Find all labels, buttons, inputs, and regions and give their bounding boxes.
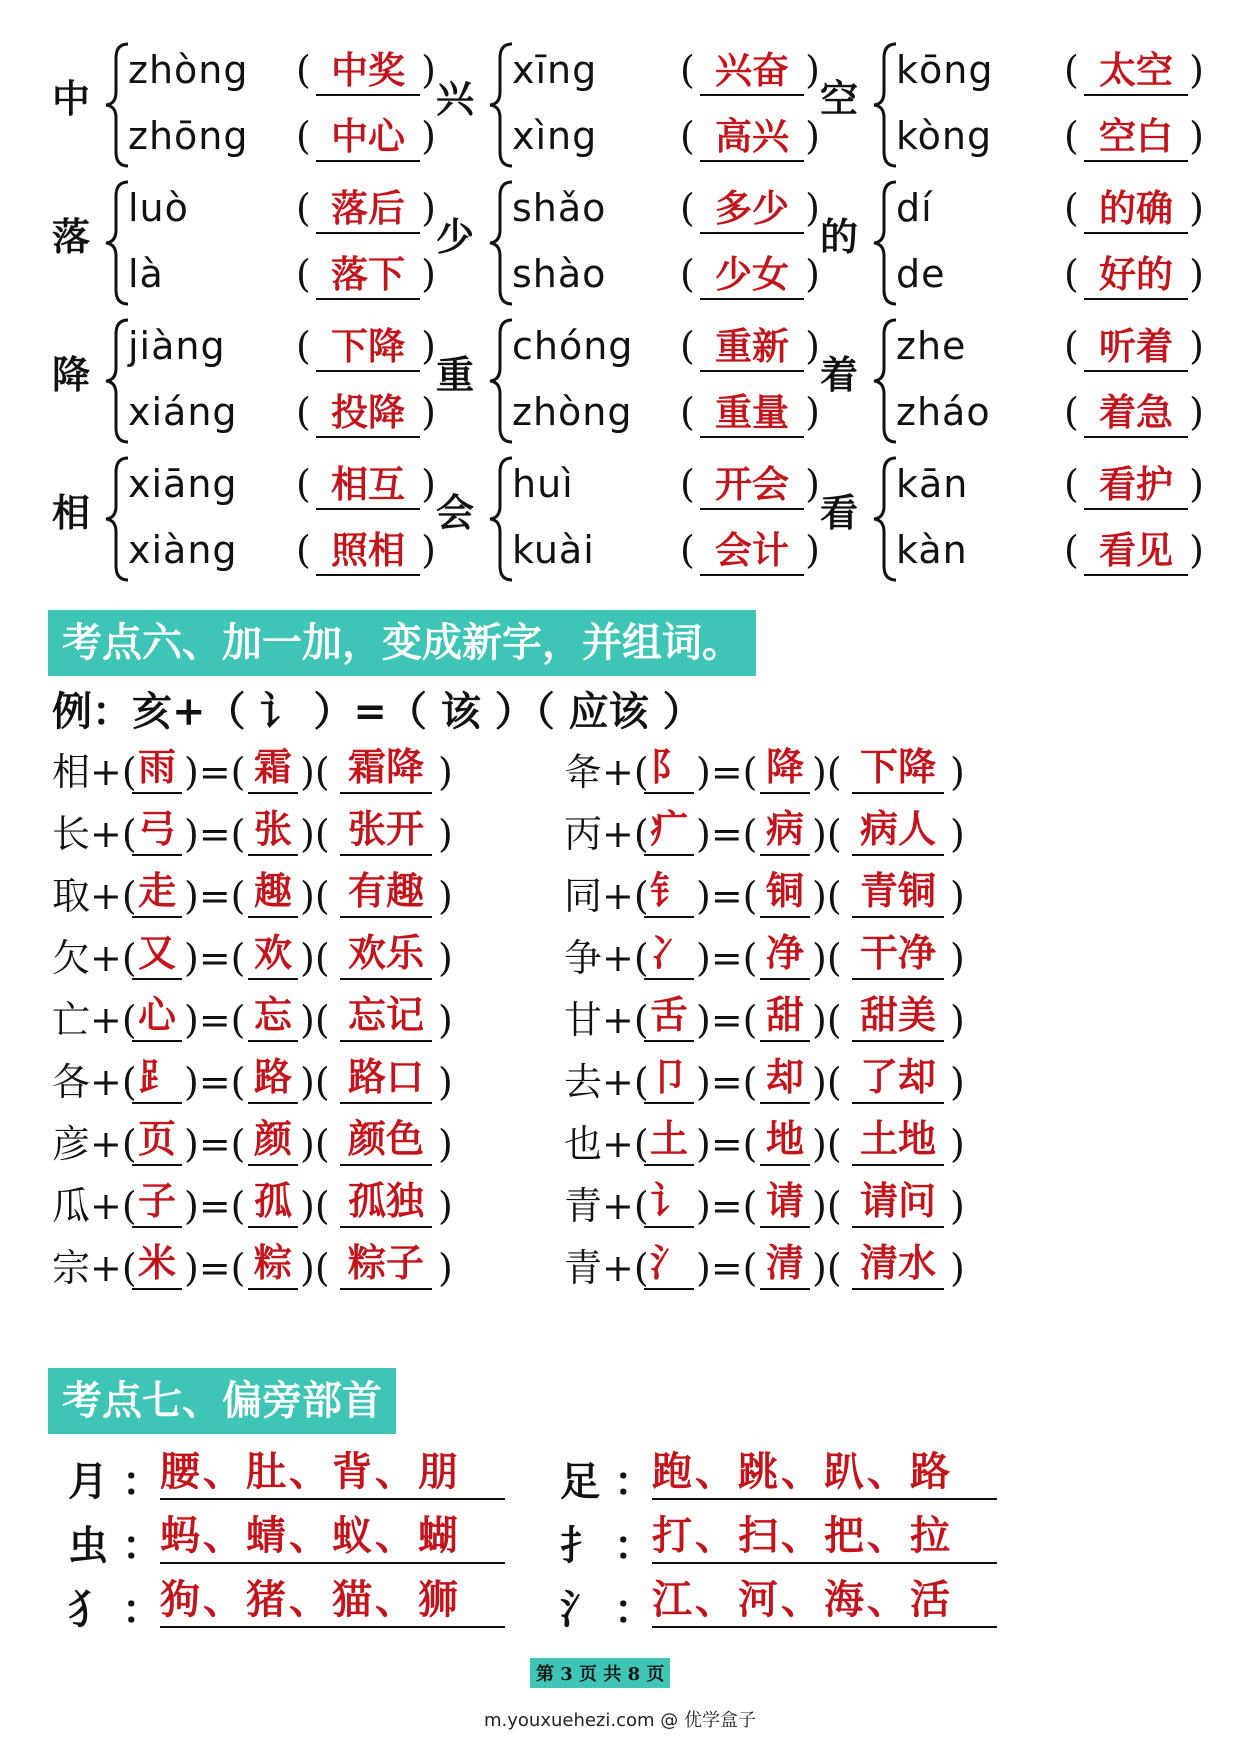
base-char: 长 — [52, 812, 91, 856]
word-answer: 病人 — [852, 804, 944, 856]
radical-examples: 跑、跳、趴、路 — [652, 1446, 997, 1500]
radical-label: 足 — [560, 1458, 600, 1505]
base-char: 青 — [564, 1184, 603, 1228]
char-answer: 病 — [760, 804, 810, 856]
answer-text: 着急 — [1084, 388, 1188, 438]
base-char: 同 — [564, 874, 603, 918]
polyphone-reading — [128, 386, 438, 446]
pinyin-text: xìng — [512, 114, 598, 158]
add-radical-row: 丙 +( 疒 )=( 病 )( 病人 ) — [564, 804, 1004, 864]
section6-example: 例：亥+（ 讠 ）=（ 该 ）（ 应该 ） — [52, 688, 703, 735]
base-char: 瓜 — [52, 1184, 91, 1228]
radical-answer: 页 — [132, 1114, 182, 1166]
radical-answer: ⻊ — [132, 1052, 182, 1104]
footer-watermark: m.youxuehezi.com @ 优学盒子 — [483, 1710, 756, 1731]
polyphone-reading — [896, 524, 1206, 584]
pinyin-text: kān — [896, 462, 969, 506]
answer-word: ( 中奖 ) — [296, 44, 436, 100]
answer-text: 少女 — [700, 250, 804, 300]
polyphone-reading — [896, 386, 1206, 446]
radical-answer: 子 — [132, 1176, 182, 1228]
base-char: 欠 — [52, 936, 91, 980]
polyphone-reading — [512, 458, 822, 518]
polyphone-char: 兴 — [436, 76, 475, 121]
pinyin-text: zhe — [896, 324, 967, 368]
word-answer: 下降 — [852, 742, 944, 794]
base-char: 宗 — [52, 1246, 91, 1290]
answer-word: ( 好的 ) — [1064, 248, 1204, 304]
polyphone-reading — [128, 458, 438, 518]
answer-text: 落后 — [316, 184, 420, 234]
answer-word: ( 落下 ) — [296, 248, 436, 304]
pinyin-text: shǎo — [512, 186, 607, 230]
char-answer: 降 — [760, 742, 810, 794]
word-answer: 霜降 — [340, 742, 432, 794]
answer-word: ( 照相 ) — [296, 524, 436, 580]
add-radical-row: 彦 +( 页 )=( 颜 )( 颜色 ) — [52, 1114, 492, 1174]
polyphone-reading — [512, 182, 822, 242]
polyphone-reading — [512, 320, 822, 380]
base-char: 甘 — [564, 998, 603, 1042]
add-radical-row: 欠 +( 又 )=( 欢 )( 欢乐 ) — [52, 928, 492, 988]
polyphone-reading — [896, 248, 1206, 308]
radical-answer: 米 — [132, 1238, 182, 1290]
add-radical-row: 夅 +( 阝 )=( 降 )( 下降 ) — [564, 742, 1004, 802]
char-answer: 铜 — [760, 866, 810, 918]
char-answer: 净 — [760, 928, 810, 980]
word-answer: 张开 — [340, 804, 432, 856]
polyphone-reading — [128, 248, 438, 308]
polyphone-reading — [512, 248, 822, 308]
section6-banner — [48, 610, 756, 676]
radical-answer: 走 — [132, 866, 182, 918]
add-radical-row: 也 +( 土 )=( 地 )( 土地 ) — [564, 1114, 1004, 1174]
answer-text: 中心 — [316, 112, 420, 162]
base-char: 夅 — [564, 750, 603, 794]
pinyin-text: xiàng — [128, 528, 238, 572]
base-char: 青 — [564, 1246, 603, 1290]
polyphone-reading — [512, 44, 822, 104]
add-radical-row: 长 +( 弓 )=( 张 )( 张开 ) — [52, 804, 492, 864]
answer-text: 相互 — [316, 460, 420, 510]
polyphone-char: 中 — [52, 76, 91, 121]
polyphone-reading — [896, 182, 1206, 242]
word-answer: 土地 — [852, 1114, 944, 1166]
pinyin-text: huì — [512, 462, 574, 506]
radical-examples: 蚂、蜻、蚁、蝴 — [160, 1510, 505, 1564]
polyphone-char: 会 — [436, 490, 475, 535]
pinyin-text: zhōng — [128, 114, 249, 158]
char-answer: 请 — [760, 1176, 810, 1228]
answer-text: 投降 — [316, 388, 420, 438]
pinyin-text: kòng — [896, 114, 993, 158]
pinyin-text: chóng — [512, 324, 634, 368]
answer-word: ( 重新 ) — [680, 320, 820, 376]
radical-answer: 心 — [132, 990, 182, 1042]
word-answer: 粽子 — [340, 1238, 432, 1290]
answer-word: ( 太空 ) — [1064, 44, 1204, 100]
polyphone-block — [436, 316, 820, 446]
answer-text: 中奖 — [316, 46, 420, 96]
polyphone-char: 相 — [52, 490, 91, 535]
polyphone-char: 着 — [820, 352, 859, 397]
char-answer: 清 — [760, 1238, 810, 1290]
polyphone-block — [820, 316, 1204, 446]
radical-answer: 弓 — [132, 804, 182, 856]
char-answer: 欢 — [248, 928, 298, 980]
answer-word: ( 相互 ) — [296, 458, 436, 514]
answer-text: 多少 — [700, 184, 804, 234]
pinyin-text: de — [896, 252, 946, 296]
answer-text: 听着 — [1084, 322, 1188, 372]
base-char: 也 — [564, 1122, 603, 1166]
word-answer: 路口 — [340, 1052, 432, 1104]
pinyin-text: zháo — [896, 390, 991, 434]
char-answer: 却 — [760, 1052, 810, 1104]
base-char: 丙 — [564, 812, 603, 856]
answer-word: ( 少女 ) — [680, 248, 820, 304]
answer-word: ( 开会 ) — [680, 458, 820, 514]
radical-answer: 冫 — [644, 928, 694, 980]
pinyin-text: zhòng — [512, 390, 633, 434]
section6-title: 考点六、加一加，变成新字，并组词。 — [62, 619, 742, 666]
add-radical-row: 相 +( 雨 )=( 霜 )( 霜降 ) — [52, 742, 492, 802]
answer-word: ( 中心 ) — [296, 110, 436, 166]
answer-word: ( 着急 ) — [1064, 386, 1204, 442]
polyphone-char: 的 — [820, 214, 859, 259]
polyphone-char: 重 — [436, 352, 475, 397]
answer-text: 会计 — [700, 526, 804, 576]
radical-row: 虫 ： 蚂、蜻、蚁、蝴 — [60, 1510, 520, 1570]
word-answer: 甜美 — [852, 990, 944, 1042]
add-radical-row: 宗 +( 米 )=( 粽 )( 粽子 ) — [52, 1238, 492, 1298]
add-radical-row: 亡 +( 心 )=( 忘 )( 忘记 ) — [52, 990, 492, 1050]
polyphone-reading — [896, 44, 1206, 104]
word-answer: 孤独 — [340, 1176, 432, 1228]
answer-word: ( 下降 ) — [296, 320, 436, 376]
add-radical-row: 取 +( 走 )=( 趣 )( 有趣 ) — [52, 866, 492, 926]
answer-text: 重新 — [700, 322, 804, 372]
answer-word: ( 落后 ) — [296, 182, 436, 238]
word-answer: 清水 — [852, 1238, 944, 1290]
polyphone-block — [52, 454, 436, 584]
radical-row: 足 ： 跑、跳、趴、路 — [552, 1446, 1012, 1506]
char-answer: 趣 — [248, 866, 298, 918]
polyphone-block — [436, 40, 820, 170]
polyphone-char: 少 — [436, 214, 475, 259]
answer-word: ( 高兴 ) — [680, 110, 820, 166]
answer-text: 照相 — [316, 526, 420, 576]
char-answer: 地 — [760, 1114, 810, 1166]
radical-answer: 疒 — [644, 804, 694, 856]
answer-text: 看见 — [1084, 526, 1188, 576]
answer-text: 好的 — [1084, 250, 1188, 300]
polyphone-reading — [512, 524, 822, 584]
polyphone-reading — [128, 524, 438, 584]
add-radical-row: 去 +( 卩 )=( 却 )( 了却 ) — [564, 1052, 1004, 1112]
polyphone-char: 落 — [52, 214, 91, 259]
add-radical-row: 瓜 +( 子 )=( 孤 )( 孤独 ) — [52, 1176, 492, 1236]
char-answer: 霜 — [248, 742, 298, 794]
radical-row: 月 ： 腰、肚、背、朋 — [60, 1446, 520, 1506]
radical-label: 虫 — [68, 1522, 108, 1569]
polyphone-char: 看 — [820, 490, 859, 535]
radical-label: 扌 — [560, 1522, 600, 1569]
pinyin-text: luò — [128, 186, 189, 230]
word-answer: 干净 — [852, 928, 944, 980]
section7-title: 考点七、偏旁部首 — [62, 1377, 382, 1424]
word-answer: 青铜 — [852, 866, 944, 918]
add-radical-row: 同 +( 钅 )=( 铜 )( 青铜 ) — [564, 866, 1004, 926]
polyphone-block — [820, 454, 1204, 584]
radical-answer: 舌 — [644, 990, 694, 1042]
char-answer: 孤 — [248, 1176, 298, 1228]
radical-row: 氵 ： 江、河、海、活 — [552, 1574, 1012, 1634]
answer-text: 开会 — [700, 460, 804, 510]
word-answer: 了却 — [852, 1052, 944, 1104]
pinyin-text: kuài — [512, 528, 595, 572]
pinyin-text: shào — [512, 252, 607, 296]
radical-examples: 打、扫、把、拉 — [652, 1510, 997, 1564]
answer-word: ( 空白 ) — [1064, 110, 1204, 166]
base-char: 彦 — [52, 1122, 91, 1166]
polyphone-block — [436, 178, 820, 308]
pinyin-text: dí — [896, 186, 933, 230]
answer-word: ( 多少 ) — [680, 182, 820, 238]
radical-label: 氵 — [560, 1586, 600, 1633]
polyphone-block — [52, 178, 436, 308]
polyphone-reading — [896, 110, 1206, 170]
radical-answer: 雨 — [132, 742, 182, 794]
add-radical-row: 甘 +( 舌 )=( 甜 )( 甜美 ) — [564, 990, 1004, 1050]
base-char: 去 — [564, 1060, 603, 1104]
polyphone-block — [52, 316, 436, 446]
add-radical-row: 青 +( 讠 )=( 请 )( 请问 ) — [564, 1176, 1004, 1236]
answer-word: ( 兴奋 ) — [680, 44, 820, 100]
base-char: 相 — [52, 750, 91, 794]
add-radical-row: 各 +( ⻊ )=( 路 )( 路口 ) — [52, 1052, 492, 1112]
radical-examples: 腰、肚、背、朋 — [160, 1446, 505, 1500]
polyphone-reading — [512, 110, 822, 170]
answer-word: ( 会计 ) — [680, 524, 820, 580]
radical-answer: 讠 — [644, 1176, 694, 1228]
answer-text: 兴奋 — [700, 46, 804, 96]
section7-banner — [48, 1368, 396, 1434]
pinyin-text: kàn — [896, 528, 968, 572]
polyphone-char: 降 — [52, 352, 91, 397]
answer-text: 高兴 — [700, 112, 804, 162]
add-radical-row: 争 +( 冫 )=( 净 )( 干净 ) — [564, 928, 1004, 988]
radical-examples: 狗、猪、猫、狮 — [160, 1574, 505, 1628]
radical-answer: 又 — [132, 928, 182, 980]
radical-label: 犭 — [68, 1586, 108, 1633]
answer-word: ( 听着 ) — [1064, 320, 1204, 376]
radical-answer: 钅 — [644, 866, 694, 918]
polyphone-reading — [128, 44, 438, 104]
pinyin-text: xīng — [512, 48, 598, 92]
radical-answer: 氵 — [644, 1238, 694, 1290]
base-char: 亡 — [52, 998, 91, 1042]
pinyin-text: xiāng — [128, 462, 238, 506]
polyphone-block — [820, 40, 1204, 170]
radical-label: 月 — [68, 1458, 108, 1505]
page-indicator: 第 3 页 共 8 页 — [530, 1658, 670, 1688]
word-answer: 忘记 — [340, 990, 432, 1042]
radical-answer: 土 — [644, 1114, 694, 1166]
answer-word: ( 看护 ) — [1064, 458, 1204, 514]
answer-word: ( 重量 ) — [680, 386, 820, 442]
answer-text: 的确 — [1084, 184, 1188, 234]
char-answer: 粽 — [248, 1238, 298, 1290]
radical-answer: 阝 — [644, 742, 694, 794]
pinyin-text: kōng — [896, 48, 994, 92]
answer-text: 落下 — [316, 250, 420, 300]
polyphone-reading — [896, 458, 1206, 518]
word-answer: 欢乐 — [340, 928, 432, 980]
answer-word: ( 投降 ) — [296, 386, 436, 442]
polyphone-reading — [128, 320, 438, 380]
char-answer: 颜 — [248, 1114, 298, 1166]
pinyin-text: jiàng — [128, 324, 226, 368]
pinyin-text: xiáng — [128, 390, 238, 434]
answer-word: ( 的确 ) — [1064, 182, 1204, 238]
polyphone-reading — [128, 110, 438, 170]
answer-text: 空白 — [1084, 112, 1188, 162]
radical-examples: 江、河、海、活 — [652, 1574, 997, 1628]
answer-text: 重量 — [700, 388, 804, 438]
polyphone-reading — [128, 182, 438, 242]
polyphone-block — [820, 178, 1204, 308]
polyphone-reading — [896, 320, 1206, 380]
answer-text: 太空 — [1084, 46, 1188, 96]
polyphone-block — [52, 40, 436, 170]
base-char: 取 — [52, 874, 91, 918]
word-answer: 有趣 — [340, 866, 432, 918]
add-radical-row: 青 +( 氵 )=( 清 )( 清水 ) — [564, 1238, 1004, 1298]
radical-row: 扌 ： 打、扫、把、拉 — [552, 1510, 1012, 1570]
polyphone-block — [436, 454, 820, 584]
base-char: 各 — [52, 1060, 91, 1104]
pinyin-text: zhòng — [128, 48, 249, 92]
word-answer: 请问 — [852, 1176, 944, 1228]
word-answer: 颜色 — [340, 1114, 432, 1166]
char-answer: 甜 — [760, 990, 810, 1042]
polyphone-char: 空 — [820, 76, 859, 121]
polyphone-reading — [512, 386, 822, 446]
answer-text: 下降 — [316, 322, 420, 372]
answer-text: 看护 — [1084, 460, 1188, 510]
base-char: 争 — [564, 936, 603, 980]
pinyin-text: là — [128, 252, 164, 296]
radical-answer: 卩 — [644, 1052, 694, 1104]
char-answer: 路 — [248, 1052, 298, 1104]
char-answer: 张 — [248, 804, 298, 856]
answer-word: ( 看见 ) — [1064, 524, 1204, 580]
char-answer: 忘 — [248, 990, 298, 1042]
radical-row: 犭 ： 狗、猪、猫、狮 — [60, 1574, 520, 1634]
